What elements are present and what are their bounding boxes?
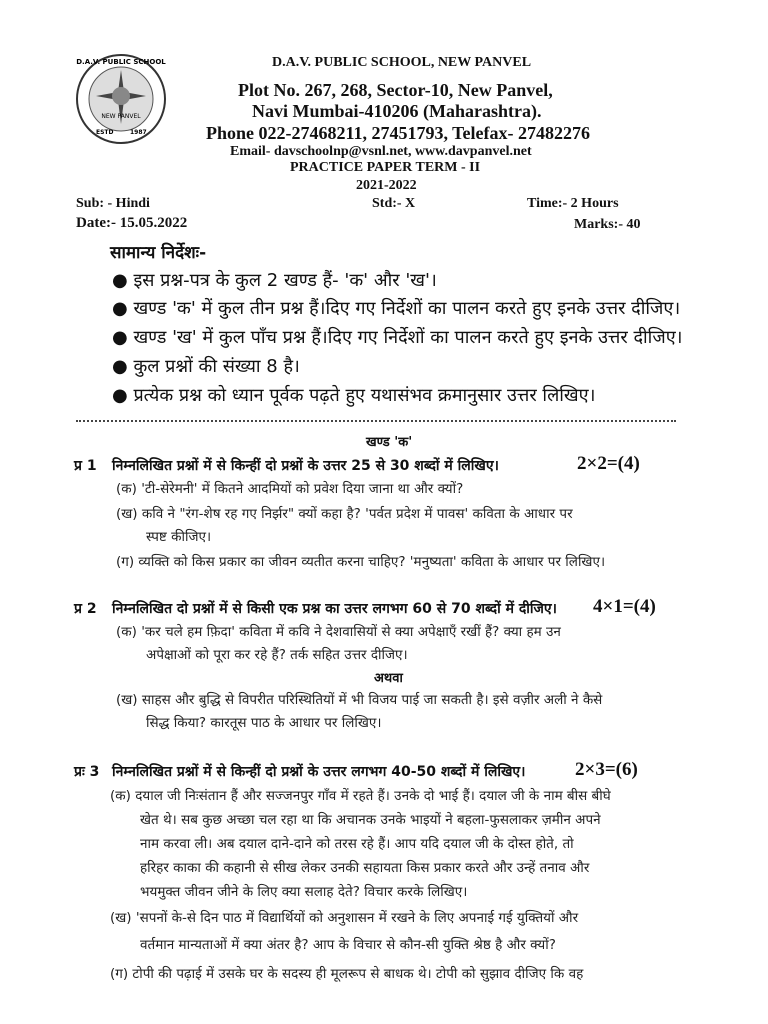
- instruction-3: ● खण्ड 'ख' में कुल पाँच प्रश्न हैं।दिए गए निर्देशों का पालन करते हुए इनके उत्तर दीजिए।: [112, 327, 683, 348]
- instruction-5-text: प्रत्येक प्रश्न को ध्यान पूर्वक पढ़ते हुए यथासंभव क्रमानुसार उत्तर लिखिए।: [133, 385, 596, 406]
- school-name: D.A.V. PUBLIC SCHOOL, NEW PANVEL: [272, 55, 532, 70]
- q3-option-a-line1: (क) दयाल जी निःसंतान हैं और सज्जनपुर गाँव में रहते हैं। उनके दो भाई हैं। दयाल जी के नाम बीस बीघे: [110, 788, 611, 804]
- instruction-1-text: इस प्रश्न-पत्र के कुल 2 खण्ड हैं- 'क' और 'ख'।: [133, 270, 437, 291]
- q3-number: प्रः 3: [74, 764, 100, 780]
- q3-option-b-line2: वर्तमान मान्यताओं में क्या अंतर है? आप के विचार से कौन-सी युक्ति श्रेष्ठ है और क्यों?: [140, 937, 556, 953]
- q2-text: निम्नलिखित दो प्रश्नों में से किसी एक प्रश्न का उत्तर लगभग 60 से 70 शब्दों में दीजिए।: [112, 601, 557, 617]
- q3-option-a-line5: भयमुक्त जीवन जीने के लिए क्या सलाह देते? विचार करके लिखिए।: [140, 884, 468, 900]
- q3-option-a-line2: खेत थे। सब कुछ अच्छा चल रहा था कि अचानक उनके भाइयों ने बहला-फुसलाकर ज़मीन अपने: [140, 812, 601, 828]
- q2-option-a-line2: अपेक्षाओं को पूरा कर रहे हैं? तर्क सहित उत्तर दीजिए।: [146, 647, 408, 663]
- q1-text: निम्नलिखित प्रश्नों में से किन्हीं दो प्रश्नों के उत्तर 25 से 30 शब्दों में लिखिए।: [112, 458, 499, 474]
- phone-line: Phone 022-27468211, 27451793, Telefax- 27482276: [206, 123, 591, 143]
- q1-option-b-line1: (ख) कवि ने "रंग-शेष रह गए निर्झर" क्यों कहा है? 'पर्वत प्रदेश में पावस' कविता के आधार पर: [116, 506, 573, 522]
- standard: Std:- X: [372, 196, 416, 211]
- logo-bottom-text: NEW PANVEL: [101, 113, 141, 120]
- q2-or: अथवा: [374, 671, 403, 686]
- instruction-4: ● कुल प्रश्नों की संख्या 8 है।: [112, 356, 300, 377]
- q1-number: प्र 1: [74, 458, 97, 474]
- session: 2021-2022: [356, 178, 417, 193]
- q1-option-b-line2: स्पष्ट कीजिए।: [146, 529, 212, 545]
- marks: Marks:- 40: [574, 217, 641, 232]
- q3-marks: 2×3=(6): [575, 759, 638, 780]
- q1-option-c: (ग) व्यक्ति को किस प्रकार का जीवन व्यतीत करना चाहिए? 'मनुष्यता' कविता के आधार पर लिखिए।: [116, 554, 606, 570]
- date: Date:- 15.05.2022: [76, 215, 188, 231]
- instructions-title: सामान्य निर्देशः-: [110, 243, 207, 263]
- section-title: खण्ड 'क': [366, 435, 413, 450]
- q3-option-c-line1: (ग) टोपी की पढ़ाई में उसके घर के सदस्य ही मूलरूप से बाधक थे। टोपी को सुझाव दीजिए कि वह: [110, 966, 584, 982]
- school-logo: [74, 52, 168, 146]
- instruction-1: ● इस प्रश्न-पत्र के कुल 2 खण्ड हैं- 'क' और 'ख'।: [112, 270, 437, 291]
- q2-option-b-line1: (ख) साहस और बुद्धि से विपरीत परिस्थितियों में भी विजय पाई जा सकती है। इसे वज़ीर अली ने कैसे: [116, 692, 603, 708]
- instruction-2: ● खण्ड 'क' में कुल तीन प्रश्न हैं।दिए गए निर्देशों का पालन करते हुए इनके उत्तर दीजिए।: [112, 298, 681, 319]
- q2-number: प्र 2: [74, 601, 97, 617]
- q1-marks: 2×2=(4): [577, 453, 640, 474]
- q3-option-b-line1: (ख) 'सपनों के-से दिन पाठ में विद्यार्थियों को अनुशासन में रखने के लिए अपनाई गई युक्तियों और: [110, 910, 579, 926]
- q2-marks: 4×1=(4): [593, 596, 656, 617]
- q3-text: निम्नलिखित प्रश्नों में से किन्हीं दो प्रश्नों के उत्तर लगभग 40-50 शब्दों में लिखिए।: [112, 764, 526, 780]
- dotted-divider: [76, 420, 676, 422]
- q2-option-b-line2: सिद्ध किया? कारतूस पाठ के आधार पर लिखिए।: [146, 715, 382, 731]
- logo-estd: ESTD: [96, 129, 114, 136]
- logo-year: 1987: [130, 129, 147, 136]
- q2-option-a-line1: (क) 'कर चले हम फ़िदा' कविता में कवि ने देशवासियों से क्या अपेक्षाएँ रखीं हैं? क्या हम उन: [116, 624, 561, 640]
- q1-option-a: (क) 'टी-सेरेमनी' में कितने आदमियों को प्रवेश दिया जाना था और क्यों?: [116, 481, 464, 497]
- address-line-2: Navi Mumbai-410206 (Maharashtra).: [252, 101, 542, 121]
- instruction-5: ● प्रत्येक प्रश्न को ध्यान पूर्वक पढ़ते हुए यथासंभव क्रमानुसार उत्तर लिखिए।: [112, 385, 596, 406]
- time: Time:- 2 Hours: [527, 196, 619, 211]
- address-line-1: Plot No. 267, 268, Sector-10, New Panvel,: [238, 80, 553, 100]
- paper-title: PRACTICE PAPER TERM - II: [290, 160, 481, 175]
- instruction-3-text: खण्ड 'ख' में कुल पाँच प्रश्न हैं।दिए गए निर्देशों का पालन करते हुए इनके उत्तर दीजिए।: [133, 327, 683, 348]
- q3-option-a-line4: हरिहर काका की कहानी से सीख लेकर उनकी सहायता किस प्रकार करते और उन्हें तनाव और: [140, 860, 590, 876]
- logo-top-text: D.A.V. PUBLIC SCHOOL: [76, 58, 166, 66]
- subject: Sub: - Hindi: [76, 196, 150, 211]
- instruction-2-text: खण्ड 'क' में कुल तीन प्रश्न हैं।दिए गए निर्देशों का पालन करते हुए इनके उत्तर दीजिए।: [133, 298, 681, 319]
- instruction-4-text: कुल प्रश्नों की संख्या 8 है।: [133, 356, 300, 377]
- q3-option-a-line3: नाम करवा ली। अब दयाल दाने-दाने को तरस रहे हैं। आप यदि दयाल जी के दोस्त होते, तो: [140, 836, 574, 852]
- email-line: Email- davschoolnp@vsnl.net, www.davpanvel.net: [230, 144, 532, 159]
